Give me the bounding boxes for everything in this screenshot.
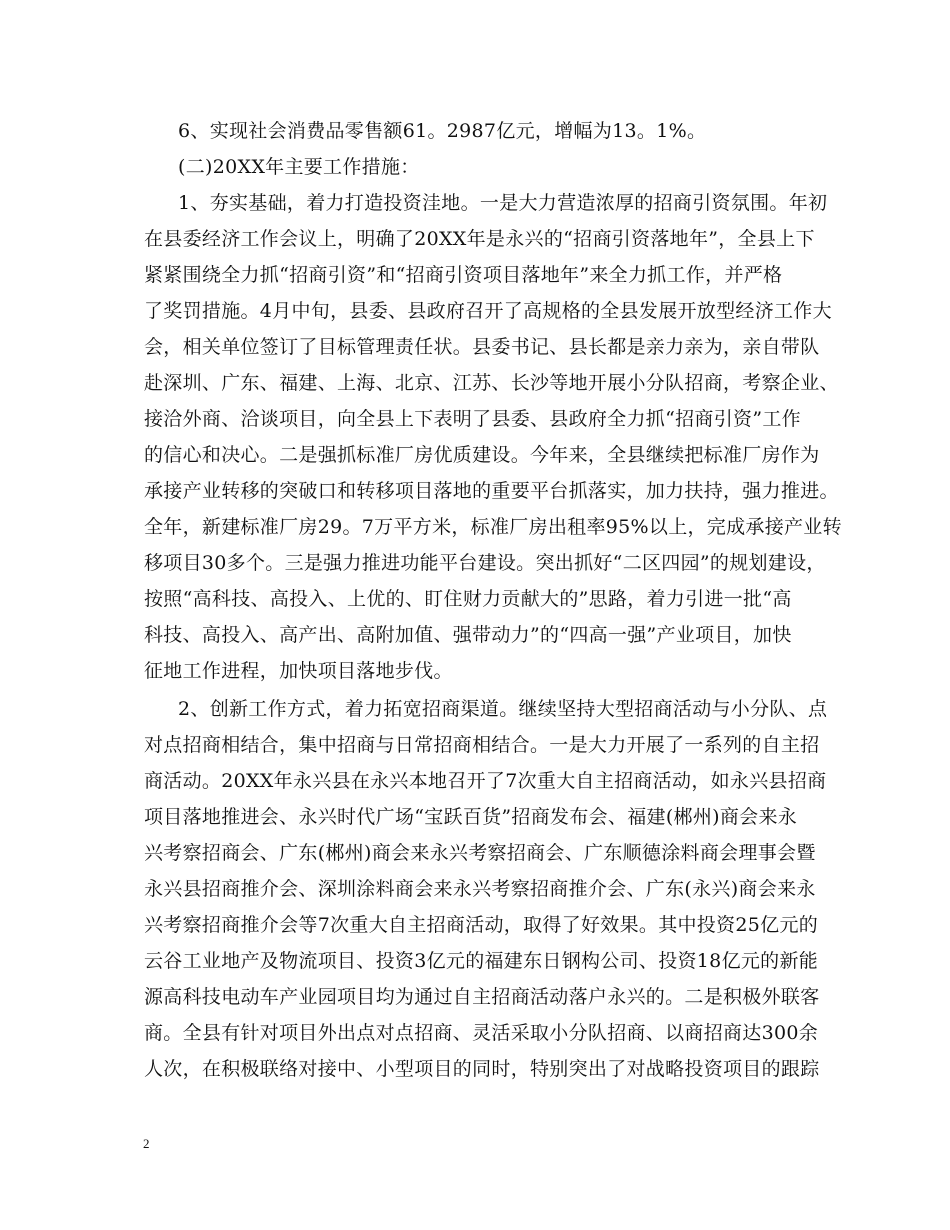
text-line: 的信心和决心。二是强抓标准厂房优质建设。今年来，全县继续把标准厂房作为: [144, 444, 820, 466]
text-line: 人次，在积极联络对接中、小型项目的同时，特别突出了对战略投资项目的跟踪: [144, 1058, 820, 1080]
page-number: 2: [143, 1136, 150, 1151]
text-line: 商。全县有针对项目外出点对点招商、灵活采取小分队招商、以商招商达300余: [144, 1022, 819, 1044]
text-line: 移项目30多个。三是强力推进功能平台建设。突出抓好“二区四园”的规划建设，: [144, 552, 826, 574]
text-line: 赴深圳、广东、福建、上海、北京、江苏、长沙等地开展小分队招商，考察企业、: [144, 372, 839, 394]
text-line: 商活动。20XX年永兴县在永兴本地召开了7次重大自主招商活动，如永兴县招商: [144, 770, 827, 792]
text-line: 兴考察招商推介会等7次重大自主招商活动，取得了好效果。其中投资25亿元的: [144, 914, 819, 936]
text-line: 对点招商相结合，集中招商与日常招商相结合。一是大力开展了一系列的自主招: [144, 734, 820, 756]
text-line: 1、夯实基础，着力打造投资洼地。一是大力营造浓厚的招商引资氛围。年初: [178, 192, 828, 214]
text-line: 兴考察招商会、广东(郴州)商会来永兴考察招商会、广东顺德涂料商会理事会暨: [144, 842, 816, 864]
text-line: 云谷工业地产及物流项目、投资3亿元的福建东日钢构公司、投资18亿元的新能: [144, 950, 819, 972]
text-line: 项目落地推进会、永兴时代广场“宝跃百货”招商发布会、福建(郴州)商会来永: [144, 806, 798, 828]
text-line: 科技、高投入、高产出、高附加值、强带动力”的“四高一强”产业项目，加快: [144, 624, 792, 646]
text-line: 征地工作进程，加快项目落地步伐。: [144, 660, 453, 682]
text-line: 全年，新建标准厂房29。7万平方米，标准厂房出租率95%以上，完成承接产业转: [144, 516, 842, 538]
text-line: 承接产业转移的突破口和转移项目落地的重要平台抓落实，加力扶持，强力推进。: [144, 480, 839, 502]
text-line: 在县委经济工作会议上，明确了20XX年是永兴的“招商引资落地年”，全县上下: [144, 228, 815, 250]
section-heading: (二)20XX年主要工作措施：: [178, 156, 420, 178]
text-line: 接洽外商、洽谈项目，向全县上下表明了县委、县政府全力抓“招商引资”工作: [144, 408, 801, 430]
text-line: 按照“高科技、高投入、上优的、盯住财力贡献大的”思路，着力引进一批“高: [144, 588, 792, 610]
text-line: 永兴县招商推介会、深圳涂料商会来永兴考察招商推介会、广东(永兴)商会来永: [144, 878, 816, 900]
text-line: 会，相关单位签订了目标管理责任状。县委书记、县长都是亲力亲为，亲自带队: [144, 336, 820, 358]
text-line: 6、实现社会消费品零售额61。2987亿元，增幅为13。1%。: [178, 120, 707, 142]
text-line: 源高科技电动车产业园项目均为通过自主招商活动落户永兴的。二是积极外联客: [144, 986, 820, 1008]
text-line: 了奖罚措施。4月中旬，县委、县政府召开了高规格的全县发展开放型经济工作大: [144, 300, 832, 322]
text-line: 紧紧围绕全力抓“招商引资”和“招商引资项目落地年”来全力抓工作，并严格: [144, 264, 783, 286]
text-line: 2、创新工作方式，着力拓宽招商渠道。继续坚持大型招商活动与小分队、点: [178, 698, 828, 720]
